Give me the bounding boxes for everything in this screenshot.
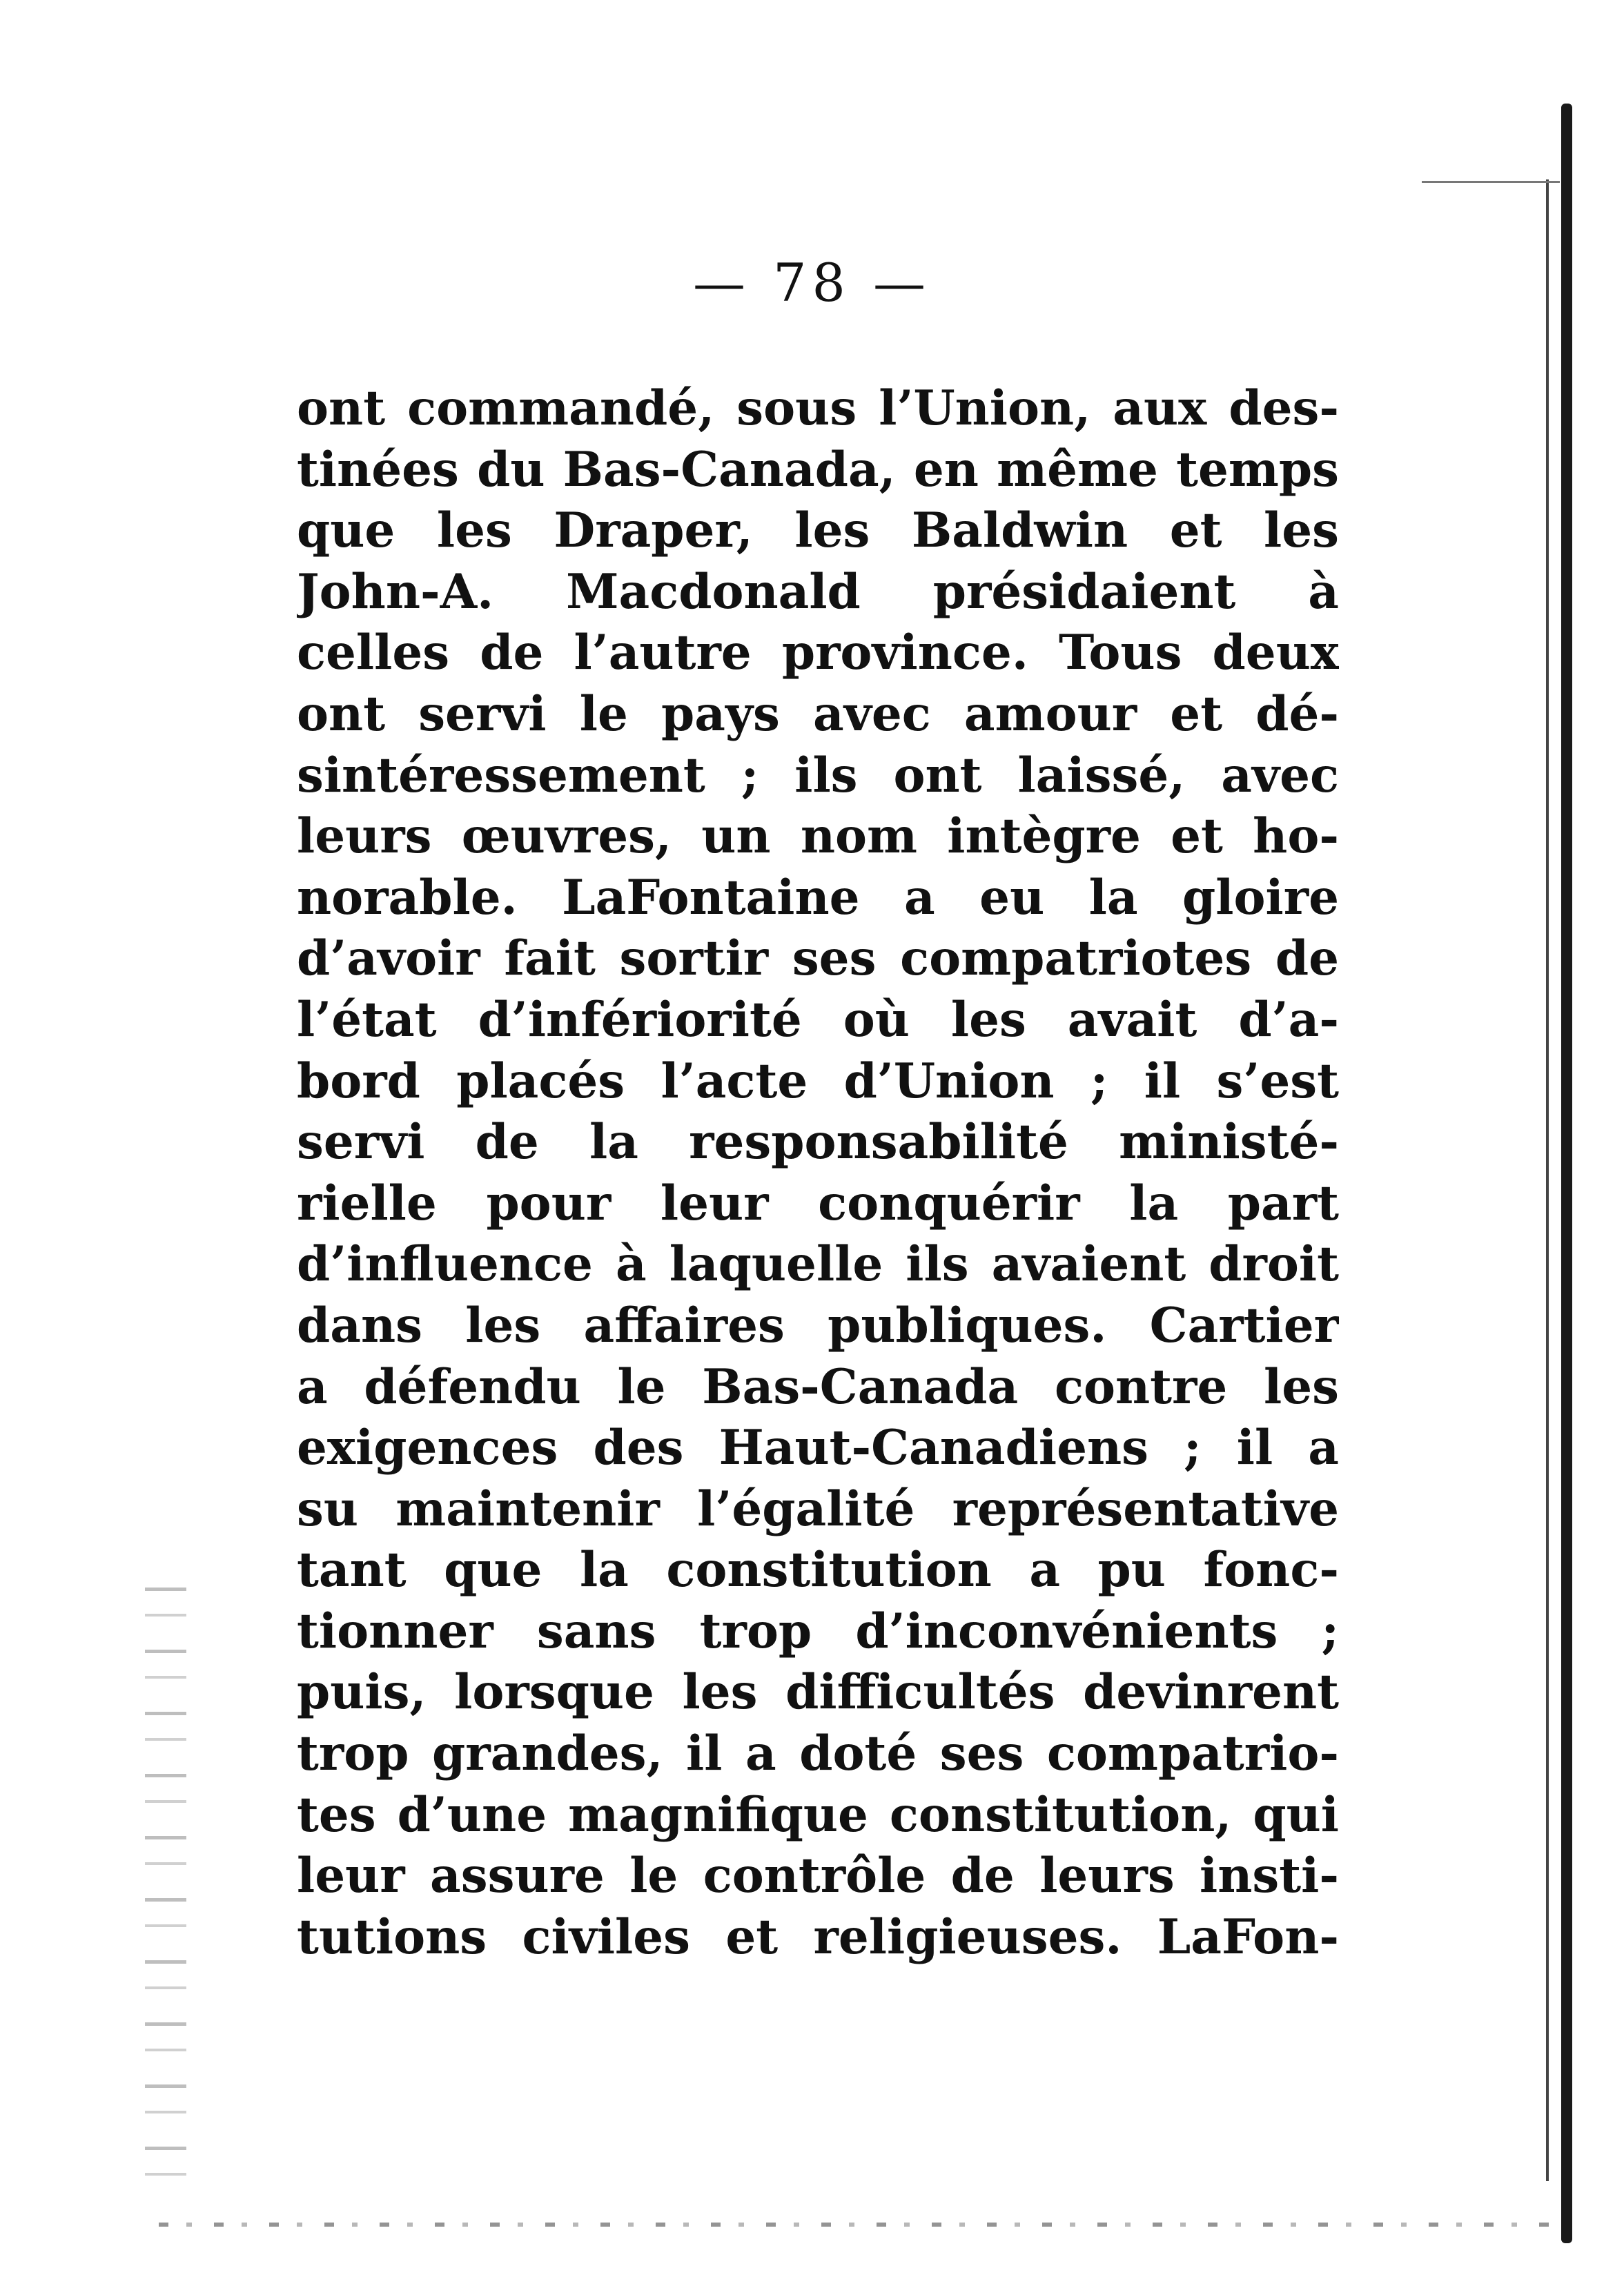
text-line: norable. LaFontaine a eu la gloire bbox=[297, 869, 1339, 926]
text-line: d’avoir fait sortir ses compatriotes de bbox=[297, 930, 1339, 987]
text-line: ont servi le pays avec amour et dé- bbox=[297, 685, 1339, 742]
text-line: John-A. Macdonald présidaient à bbox=[297, 563, 1339, 620]
text-line: servi de la responsabilité ministé- bbox=[297, 1114, 1339, 1171]
text-line: sintéressement ; ils ont laissé, avec bbox=[297, 747, 1339, 803]
text-line: trop grandes, il a doté ses compatrio- bbox=[297, 1726, 1339, 1782]
text-line: a défendu le Bas-Canada contre les bbox=[297, 1358, 1339, 1415]
text-line: rielle pour leur conquérir la part bbox=[297, 1175, 1339, 1231]
text-line: celles de l’autre province. Tous deux bbox=[297, 625, 1339, 681]
text-line: tant que la constitution a pu fonc- bbox=[297, 1542, 1339, 1599]
scan-edge-shadow bbox=[1561, 104, 1572, 2243]
text-line: bord placés l’acte d’Union ; il s’est bbox=[297, 1053, 1339, 1109]
scan-bottom-noise bbox=[159, 2223, 1560, 2227]
text-line: l’état d’infériorité où les avait d’a- bbox=[297, 991, 1339, 1048]
scan-rule-mark bbox=[1422, 181, 1560, 183]
text-line: tes d’une magnifique constitution, qui bbox=[297, 1786, 1339, 1843]
page-number: — 78 — bbox=[692, 252, 932, 313]
text-line: que les Draper, les Baldwin et les bbox=[297, 502, 1339, 559]
text-line: ont commandé, sous l’Union, aux des- bbox=[297, 380, 1339, 436]
text-line: d’influence à laquelle ils avaient droit bbox=[297, 1236, 1339, 1293]
text-line: leur assure le contrôle de leurs insti- bbox=[297, 1848, 1339, 1904]
text-line: dans les affaires publiques. Cartier bbox=[297, 1297, 1339, 1354]
scan-left-noise bbox=[145, 1588, 186, 2209]
text-line: tutions civiles et religieuses. LaFon- bbox=[297, 1908, 1339, 1965]
text-line: su maintenir l’égalité représentative bbox=[297, 1481, 1339, 1537]
text-line: puis, lorsque les difficultés devinrent bbox=[297, 1664, 1339, 1721]
text-line: tionner sans trop d’inconvénients ; bbox=[297, 1603, 1339, 1659]
text-line: leurs œuvres, un nom intègre et ho- bbox=[297, 808, 1339, 865]
text-line: tinées du Bas-Canada, en même temps bbox=[297, 441, 1339, 498]
body-text bbox=[297, 378, 1339, 1968]
text-line: exigences des Haut-Canadiens ; il a bbox=[297, 1420, 1339, 1476]
scan-edge-line bbox=[1546, 179, 1549, 2181]
